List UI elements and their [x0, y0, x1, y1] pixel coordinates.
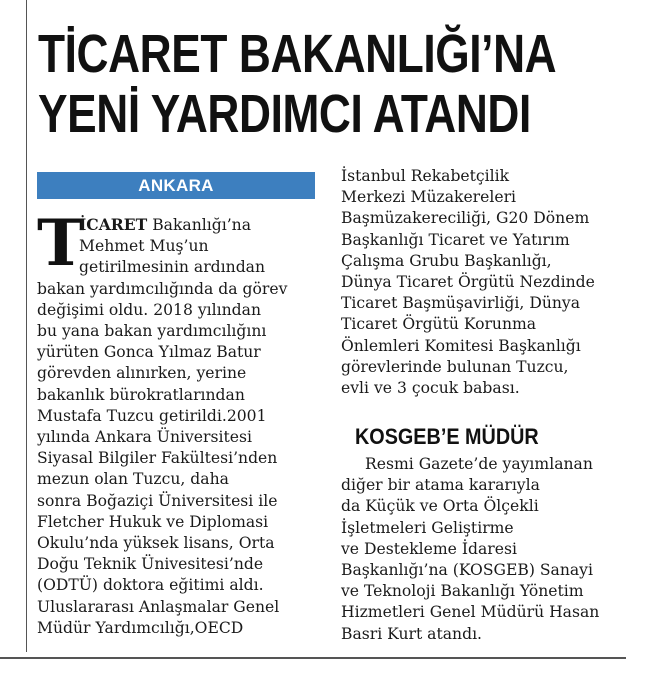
- headline: [38, 24, 557, 144]
- article-line: da Küçük ve Orta Ölçekli: [341, 497, 539, 516]
- article-line: İşletmeleri Geliştirme: [341, 518, 514, 537]
- article-line: [37, 214, 327, 236]
- article-line: değişimi oldu. 2018 yılından: [37, 300, 261, 319]
- article-line: Okulu’nda yüksek lisans, Orta: [37, 534, 275, 553]
- subheading: KOSGEB’E MÜDÜR: [355, 424, 539, 449]
- article-line: sonra Boğaziçi Üniversitesi ile: [37, 491, 278, 510]
- article-line: Başkanlığı Ticaret ve Yatırım: [341, 230, 570, 249]
- article-line: Doğu Teknik Ünivesitesi’nde: [37, 555, 264, 574]
- article-line: Siyasal Bilgiler Fakültesi’nden: [37, 449, 278, 468]
- article-line: Müdür Yardımcılığı,OECD: [37, 618, 244, 637]
- article-column-1: [37, 206, 327, 639]
- article-line: Uluslararası Anlaşmalar Genel: [37, 597, 280, 616]
- article-line: yılında Ankara Üniversitesi: [37, 428, 252, 447]
- article-line: Hizmetleri Genel Müdürü Hasan: [341, 603, 600, 622]
- article-line: Önlemleri Komitesi Başkanlığı: [341, 336, 581, 355]
- article-line: bakanlık bürokratlarından: [37, 385, 245, 404]
- article-line-text: Bakanlığı’na: [147, 216, 252, 234]
- article-column-2: [341, 166, 641, 399]
- dateline-banner: ANKARA: [37, 172, 315, 199]
- article-line: Mehmet Muş’un: [79, 237, 209, 256]
- headline-line-2: YENİ YARDIMCI ATANDI: [38, 84, 531, 144]
- article-line: Başmüzakereciliği, G20 Dönem: [341, 209, 590, 228]
- article-line: yürüten Gonca Yılmaz Batur: [37, 343, 261, 362]
- article-line: mezun olan Tuzcu, daha: [37, 470, 229, 489]
- article-column-3: [341, 454, 641, 645]
- article-line: Resmi Gazete’de yayımlanan: [365, 455, 593, 473]
- article-line: evli ve 3 çocuk babası.: [341, 379, 520, 398]
- article-line: Ticaret Örgütü Korunma: [341, 315, 537, 334]
- article-line: Fletcher Hukuk ve Diplomasi: [37, 512, 269, 531]
- article-line: Çalışma Grubu Başkanlığı,: [341, 251, 552, 270]
- article-line: Merkezi Müzakereleri: [341, 188, 517, 207]
- article-line: Dünya Ticaret Örgütü Nezdinde: [341, 273, 595, 292]
- article-line: Mustafa Tuzcu getirildi.2001: [37, 406, 267, 425]
- article-line: Ticaret Başmüşavirliği, Dünya: [341, 294, 581, 313]
- article-line: görevlerinde bulunan Tuzcu,: [341, 357, 569, 376]
- article-line: görevden alınırken, yerine: [37, 364, 247, 383]
- bottom-rule: [0, 657, 626, 659]
- article-line: ve Teknoloji Bakanlığı Yönetim: [341, 582, 584, 601]
- column-rule: [26, 0, 27, 652]
- article-line: getirilmesinin ardından: [79, 258, 266, 277]
- article-line: bakan yardımcılığında da görev: [37, 279, 288, 298]
- article-line: Basri Kurt atandı.: [341, 624, 483, 643]
- article-line: ve Destekleme İdaresi: [341, 539, 517, 558]
- lead-word: İCARET: [79, 215, 148, 234]
- article-line: Başkanlığı’na (KOSGEB) Sanayi: [341, 561, 593, 580]
- article-line: (ODTÜ) doktora eğitimi aldı.: [37, 576, 264, 595]
- headline-line-1: TİCARET BAKANLIĞI’NA: [38, 24, 557, 84]
- article-line: İstanbul Rekabetçilik: [341, 167, 510, 185]
- article-line: bu yana bakan yardımcılığını: [37, 322, 267, 341]
- article-line: diğer bir atama kararıyla: [341, 476, 540, 495]
- drop-cap: T: [37, 206, 85, 281]
